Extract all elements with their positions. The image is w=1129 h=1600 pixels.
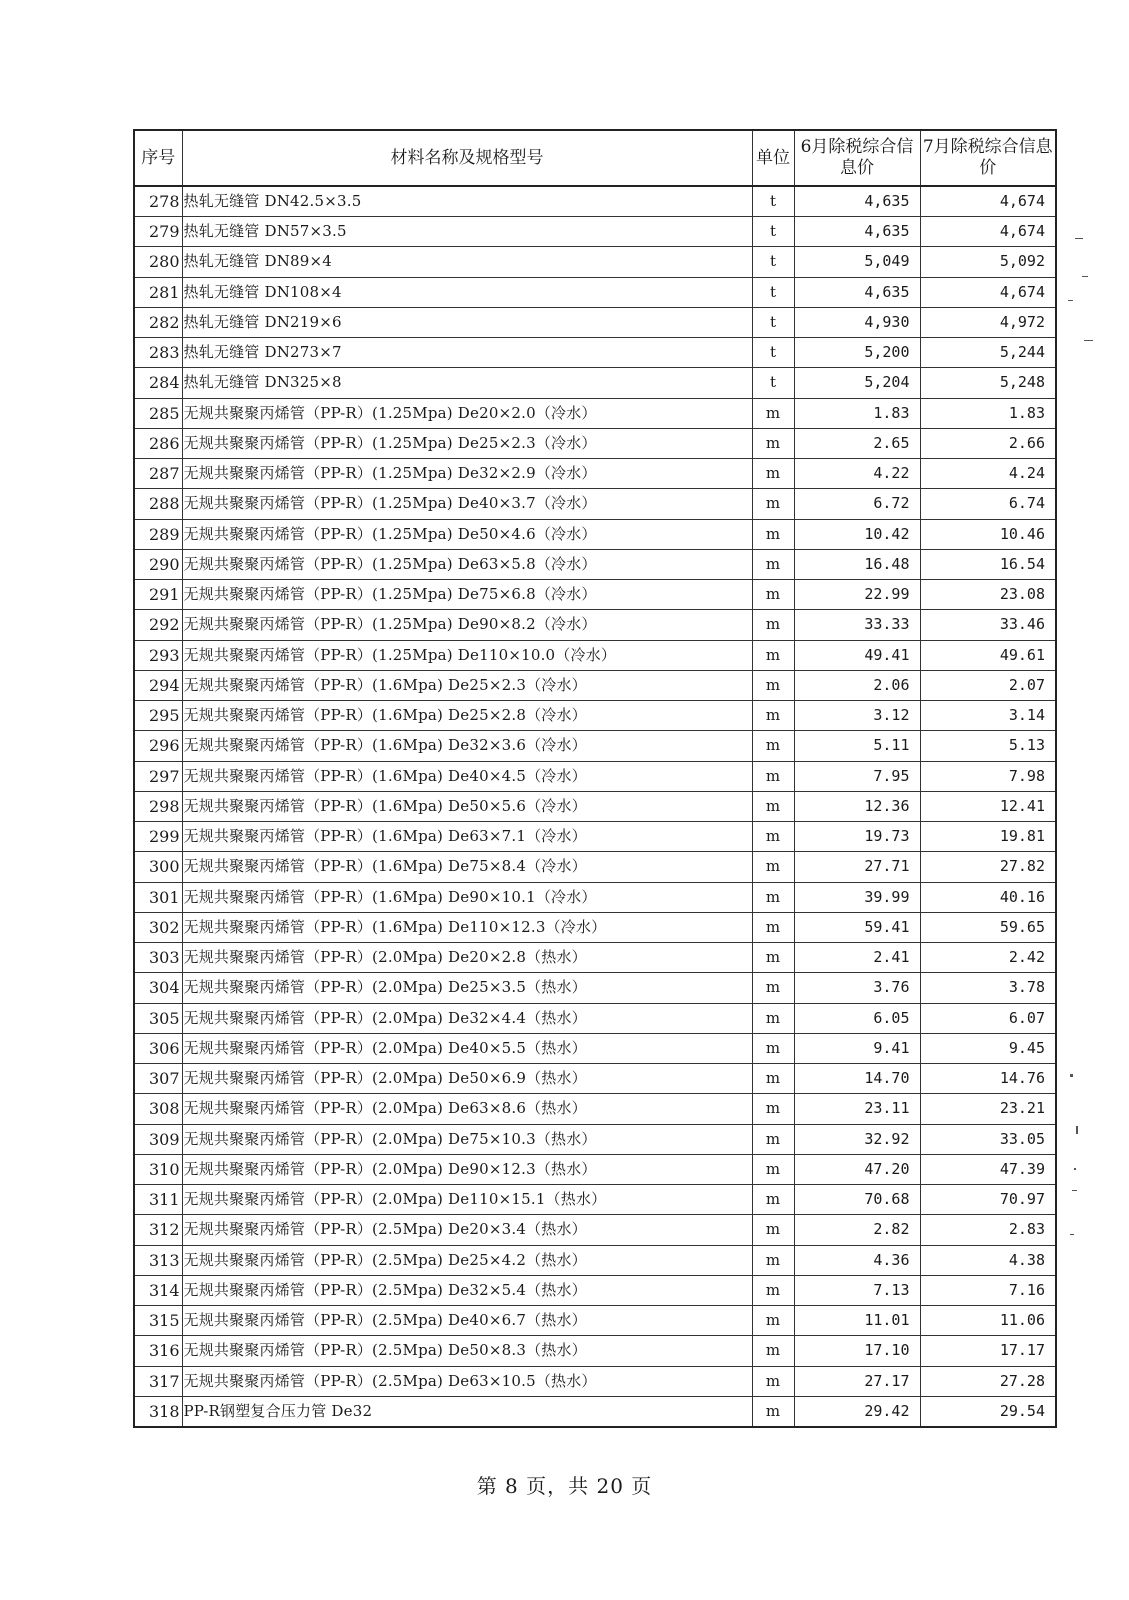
row-number: 286 [134,428,182,458]
june-price: 59.41 [794,912,920,942]
july-price: 4,674 [920,217,1056,247]
july-price: 1.83 [920,398,1056,428]
july-price: 4.38 [920,1245,1056,1275]
table-row [134,1033,1056,1063]
unit: m [752,428,794,458]
row-number: 280 [134,247,182,277]
table-row [134,489,1056,519]
unit: m [752,701,794,731]
header-june-price: 6月除税综合信息价 [794,130,920,186]
july-price: 6.74 [920,489,1056,519]
july-price: 4,674 [920,186,1056,217]
material-name: 热轧无缝管 DN89×4 [182,247,752,277]
table-row [134,1094,1056,1124]
material-name: 无规共聚聚丙烯管（PP-R）(1.25Mpa) De75×6.8（冷水） [182,580,752,610]
material-name: 无规共聚聚丙烯管（PP-R）(1.6Mpa) De25×2.8（冷水） [182,701,752,731]
material-name: 热轧无缝管 DN42.5×3.5 [182,186,752,217]
table-row [134,701,1056,731]
june-price: 3.76 [794,973,920,1003]
june-price: 4,635 [794,186,920,217]
table-header-row [134,130,1056,186]
row-number: 307 [134,1064,182,1094]
scan-speck [1082,276,1088,277]
july-price: 47.39 [920,1154,1056,1184]
row-number: 305 [134,1003,182,1033]
row-number: 302 [134,912,182,942]
july-price: 3.14 [920,701,1056,731]
july-price: 49.61 [920,640,1056,670]
july-price: 59.65 [920,912,1056,942]
table-row [134,1245,1056,1275]
row-number: 303 [134,943,182,973]
material-name: 无规共聚聚丙烯管（PP-R）(2.5Mpa) De40×6.7（热水） [182,1306,752,1336]
unit: m [752,1275,794,1305]
row-number: 285 [134,398,182,428]
july-price: 40.16 [920,882,1056,912]
table-row [134,186,1056,217]
july-price: 2.83 [920,1215,1056,1245]
row-number: 281 [134,277,182,307]
table-row [134,670,1056,700]
header-no: 序号 [134,130,182,186]
material-name: 无规共聚聚丙烯管（PP-R）(1.6Mpa) De90×10.1（冷水） [182,882,752,912]
june-price: 5,200 [794,338,920,368]
material-name: 无规共聚聚丙烯管（PP-R）(2.0Mpa) De75×10.3（热水） [182,1124,752,1154]
july-price: 10.46 [920,519,1056,549]
table-row [134,1396,1056,1427]
material-name: 无规共聚聚丙烯管（PP-R）(2.0Mpa) De63×8.6（热水） [182,1094,752,1124]
unit: m [752,1033,794,1063]
table-row [134,247,1056,277]
july-price: 2.42 [920,943,1056,973]
unit: m [752,549,794,579]
june-price: 10.42 [794,519,920,549]
june-price: 6.72 [794,489,920,519]
june-price: 4,930 [794,307,920,337]
table-row [134,1336,1056,1366]
table-row [134,459,1056,489]
scan-speck [1084,340,1093,341]
july-price: 9.45 [920,1033,1056,1063]
june-price: 12.36 [794,791,920,821]
unit: m [752,1185,794,1215]
scan-speck [1070,1234,1074,1235]
unit: m [752,852,794,882]
row-number: 278 [134,186,182,217]
june-price: 6.05 [794,1003,920,1033]
material-name: 无规共聚聚丙烯管（PP-R）(1.6Mpa) De75×8.4（冷水） [182,852,752,882]
table-row [134,277,1056,307]
row-number: 317 [134,1366,182,1396]
table-row [134,1064,1056,1094]
unit: t [752,307,794,337]
july-price: 23.21 [920,1094,1056,1124]
table-row [134,791,1056,821]
price-table [133,129,1057,1428]
unit: m [752,731,794,761]
unit: t [752,217,794,247]
july-price: 27.82 [920,852,1056,882]
july-price: 5,244 [920,338,1056,368]
june-price: 4.36 [794,1245,920,1275]
row-number: 297 [134,761,182,791]
july-price: 6.07 [920,1003,1056,1033]
material-name: 无规共聚聚丙烯管（PP-R）(1.25Mpa) De25×2.3（冷水） [182,428,752,458]
unit: m [752,1094,794,1124]
july-price: 14.76 [920,1064,1056,1094]
july-price: 19.81 [920,822,1056,852]
june-price: 2.41 [794,943,920,973]
unit: m [752,398,794,428]
june-price: 9.41 [794,1033,920,1063]
material-name: 无规共聚聚丙烯管（PP-R）(2.5Mpa) De25×4.2（热水） [182,1245,752,1275]
material-name: 热轧无缝管 DN273×7 [182,338,752,368]
july-price: 29.54 [920,1396,1056,1427]
june-price: 49.41 [794,640,920,670]
scan-speck [1068,300,1073,301]
table-row [134,217,1056,247]
july-price: 5,248 [920,368,1056,398]
row-number: 279 [134,217,182,247]
row-number: 283 [134,338,182,368]
july-price: 4.24 [920,459,1056,489]
row-number: 291 [134,580,182,610]
unit: t [752,338,794,368]
table-row [134,852,1056,882]
table-row [134,1185,1056,1215]
june-price: 4,635 [794,277,920,307]
june-price: 7.13 [794,1275,920,1305]
unit: t [752,186,794,217]
material-name: 无规共聚聚丙烯管（PP-R）(2.5Mpa) De50×8.3（热水） [182,1336,752,1366]
june-price: 11.01 [794,1306,920,1336]
material-name: 无规共聚聚丙烯管（PP-R）(2.5Mpa) De20×3.4（热水） [182,1215,752,1245]
row-number: 312 [134,1215,182,1245]
row-number: 309 [134,1124,182,1154]
row-number: 292 [134,610,182,640]
material-name: 无规共聚聚丙烯管（PP-R）(1.6Mpa) De25×2.3（冷水） [182,670,752,700]
row-number: 295 [134,701,182,731]
july-price: 23.08 [920,580,1056,610]
table-row [134,1275,1056,1305]
material-name: 无规共聚聚丙烯管（PP-R）(2.0Mpa) De32×4.4（热水） [182,1003,752,1033]
row-number: 308 [134,1094,182,1124]
unit: m [752,580,794,610]
table-row [134,1154,1056,1184]
june-price: 19.73 [794,822,920,852]
row-number: 287 [134,459,182,489]
material-name: 无规共聚聚丙烯管（PP-R）(2.5Mpa) De32×5.4（热水） [182,1275,752,1305]
july-price: 5,092 [920,247,1056,277]
material-name: 无规共聚聚丙烯管（PP-R）(2.0Mpa) De20×2.8（热水） [182,943,752,973]
unit: m [752,1396,794,1427]
unit: m [752,670,794,700]
june-price: 5,204 [794,368,920,398]
page-footer: 第 8 页，共 20 页 [476,1474,653,1498]
row-number: 310 [134,1154,182,1184]
table-row [134,610,1056,640]
material-name: 无规共聚聚丙烯管（PP-R）(1.6Mpa) De50×5.6（冷水） [182,791,752,821]
unit: m [752,459,794,489]
unit: m [752,1154,794,1184]
table-row [134,822,1056,852]
july-price: 11.06 [920,1306,1056,1336]
june-price: 4,635 [794,217,920,247]
material-name: 热轧无缝管 DN325×8 [182,368,752,398]
row-number: 296 [134,731,182,761]
table-row [134,1124,1056,1154]
material-name: 无规共聚聚丙烯管（PP-R）(1.25Mpa) De20×2.0（冷水） [182,398,752,428]
row-number: 284 [134,368,182,398]
july-price: 5.13 [920,731,1056,761]
table-row [134,912,1056,942]
material-name: 无规共聚聚丙烯管（PP-R）(1.6Mpa) De110×12.3（冷水） [182,912,752,942]
table-row [134,549,1056,579]
july-price: 2.66 [920,428,1056,458]
unit: t [752,277,794,307]
unit: m [752,973,794,1003]
june-price: 2.82 [794,1215,920,1245]
unit: m [752,1306,794,1336]
row-number: 290 [134,549,182,579]
unit: m [752,791,794,821]
table-row [134,338,1056,368]
june-price: 14.70 [794,1064,920,1094]
june-price: 7.95 [794,761,920,791]
table-row [134,1003,1056,1033]
row-number: 299 [134,822,182,852]
june-price: 17.10 [794,1336,920,1366]
unit: m [752,1003,794,1033]
table-row [134,368,1056,398]
scan-speck [1074,1168,1076,1170]
june-price: 27.71 [794,852,920,882]
july-price: 12.41 [920,791,1056,821]
june-price: 33.33 [794,610,920,640]
unit: m [752,519,794,549]
material-name: 无规共聚聚丙烯管（PP-R）(1.25Mpa) De63×5.8（冷水） [182,549,752,579]
row-number: 289 [134,519,182,549]
material-name: 无规共聚聚丙烯管（PP-R）(2.0Mpa) De40×5.5（热水） [182,1033,752,1063]
june-price: 3.12 [794,701,920,731]
header-name: 材料名称及规格型号 [182,130,752,186]
row-number: 293 [134,640,182,670]
scan-speck [1072,1190,1077,1191]
material-name: 无规共聚聚丙烯管（PP-R）(2.0Mpa) De110×15.1（热水） [182,1185,752,1215]
row-number: 315 [134,1306,182,1336]
material-name: 无规共聚聚丙烯管（PP-R）(2.0Mpa) De25×3.5（热水） [182,973,752,1003]
unit: m [752,610,794,640]
july-price: 27.28 [920,1366,1056,1396]
unit: m [752,882,794,912]
table-row [134,398,1056,428]
july-price: 2.07 [920,670,1056,700]
table-row [134,1306,1056,1336]
unit: m [752,1245,794,1275]
june-price: 29.42 [794,1396,920,1427]
june-price: 1.83 [794,398,920,428]
scan-speck [1076,1126,1078,1134]
table-body [134,186,1056,1427]
row-number: 311 [134,1185,182,1215]
row-number: 316 [134,1336,182,1366]
row-number: 304 [134,973,182,1003]
july-price: 4,972 [920,307,1056,337]
july-price: 7.98 [920,761,1056,791]
table-row [134,519,1056,549]
row-number: 294 [134,670,182,700]
table-row [134,731,1056,761]
material-name: 无规共聚聚丙烯管（PP-R）(1.25Mpa) De90×8.2（冷水） [182,610,752,640]
scan-speck [1070,1074,1073,1077]
unit: t [752,368,794,398]
june-price: 32.92 [794,1124,920,1154]
june-price: 2.65 [794,428,920,458]
june-price: 2.06 [794,670,920,700]
unit: m [752,912,794,942]
unit: m [752,1366,794,1396]
july-price: 70.97 [920,1185,1056,1215]
table-row [134,428,1056,458]
june-price: 47.20 [794,1154,920,1184]
june-price: 70.68 [794,1185,920,1215]
unit: m [752,1336,794,1366]
scan-speck [1075,238,1083,239]
material-name: 无规共聚聚丙烯管（PP-R）(1.25Mpa) De110×10.0（冷水） [182,640,752,670]
june-price: 5,049 [794,247,920,277]
table-row [134,882,1056,912]
unit: m [752,761,794,791]
june-price: 4.22 [794,459,920,489]
material-name: 无规共聚聚丙烯管（PP-R）(1.25Mpa) De32×2.9（冷水） [182,459,752,489]
material-name: 无规共聚聚丙烯管（PP-R）(2.0Mpa) De50×6.9（热水） [182,1064,752,1094]
table-row [134,307,1056,337]
unit: m [752,1124,794,1154]
material-name: PP-R钢塑复合压力管 De32 [182,1396,752,1427]
row-number: 298 [134,791,182,821]
table-row [134,1215,1056,1245]
unit: m [752,1215,794,1245]
july-price: 7.16 [920,1275,1056,1305]
june-price: 27.17 [794,1366,920,1396]
unit: m [752,489,794,519]
header-july-price: 7月除税综合信息价 [920,130,1056,186]
material-name: 无规共聚聚丙烯管（PP-R）(2.5Mpa) De63×10.5（热水） [182,1366,752,1396]
july-price: 17.17 [920,1336,1056,1366]
header-unit: 单位 [752,130,794,186]
table-row [134,943,1056,973]
unit: m [752,822,794,852]
material-name: 热轧无缝管 DN108×4 [182,277,752,307]
table-row [134,580,1056,610]
unit: t [752,247,794,277]
row-number: 318 [134,1396,182,1427]
material-name: 无规共聚聚丙烯管（PP-R）(2.0Mpa) De90×12.3（热水） [182,1154,752,1184]
june-price: 16.48 [794,549,920,579]
material-name: 无规共聚聚丙烯管（PP-R）(1.6Mpa) De32×3.6（冷水） [182,731,752,761]
material-name: 热轧无缝管 DN219×6 [182,307,752,337]
row-number: 306 [134,1033,182,1063]
material-name: 无规共聚聚丙烯管（PP-R）(1.25Mpa) De50×4.6（冷水） [182,519,752,549]
june-price: 22.99 [794,580,920,610]
row-number: 313 [134,1245,182,1275]
july-price: 16.54 [920,549,1056,579]
unit: m [752,1064,794,1094]
material-name: 无规共聚聚丙烯管（PP-R）(1.6Mpa) De40×4.5（冷水） [182,761,752,791]
july-price: 3.78 [920,973,1056,1003]
june-price: 5.11 [794,731,920,761]
table-row [134,761,1056,791]
material-name: 热轧无缝管 DN57×3.5 [182,217,752,247]
row-number: 300 [134,852,182,882]
july-price: 33.46 [920,610,1056,640]
june-price: 39.99 [794,882,920,912]
june-price: 23.11 [794,1094,920,1124]
row-number: 282 [134,307,182,337]
july-price: 4,674 [920,277,1056,307]
row-number: 288 [134,489,182,519]
material-name: 无规共聚聚丙烯管（PP-R）(1.6Mpa) De63×7.1（冷水） [182,822,752,852]
row-number: 301 [134,882,182,912]
table-row [134,973,1056,1003]
table-row [134,1366,1056,1396]
july-price: 33.05 [920,1124,1056,1154]
material-name: 无规共聚聚丙烯管（PP-R）(1.25Mpa) De40×3.7（冷水） [182,489,752,519]
row-number: 314 [134,1275,182,1305]
table-row [134,640,1056,670]
unit: m [752,640,794,670]
unit: m [752,943,794,973]
